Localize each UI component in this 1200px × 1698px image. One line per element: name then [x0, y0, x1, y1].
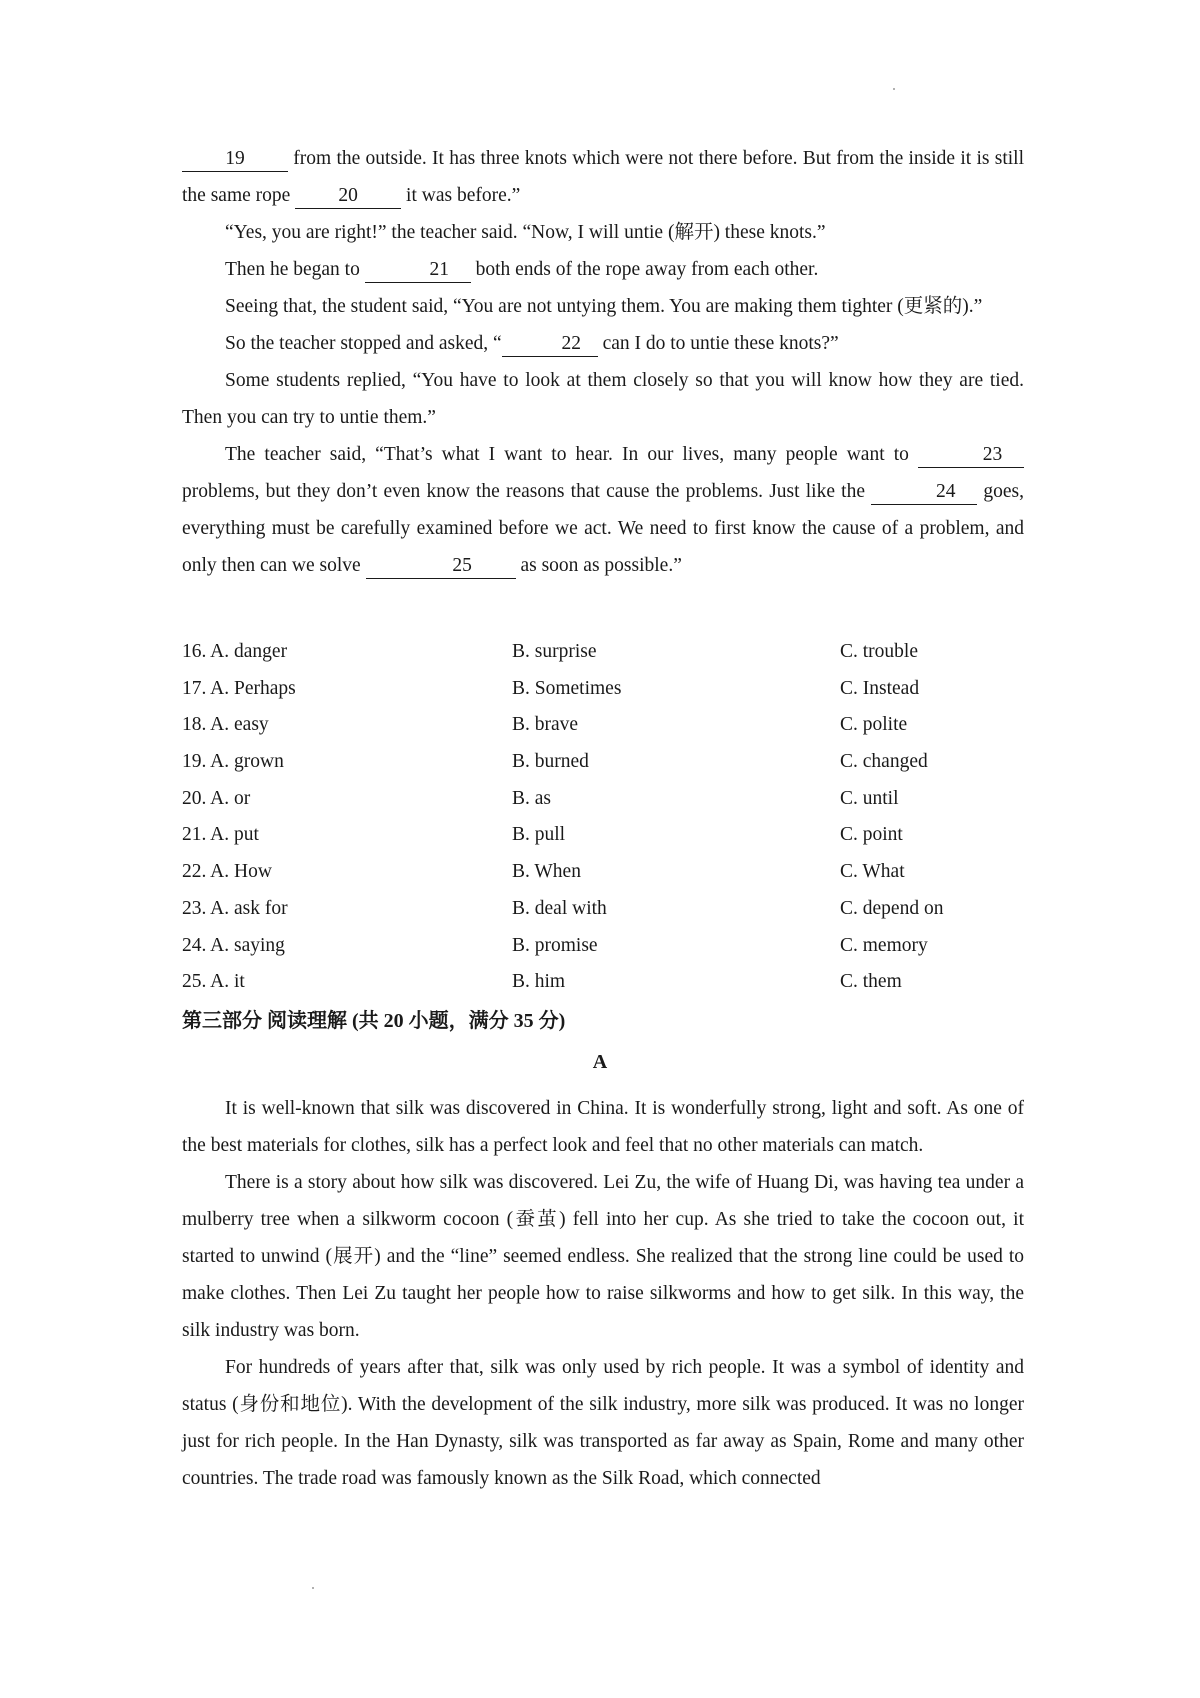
option-c: C. polite: [840, 714, 908, 736]
option-a: 23. A. ask for: [182, 897, 288, 919]
blank-21: 21: [365, 258, 471, 283]
option-b: B. surprise: [512, 641, 597, 662]
blank-22: 22: [502, 332, 598, 357]
option-row: [182, 781, 1024, 818]
option-c: C. memory: [840, 934, 928, 956]
scan-speck: [893, 88, 895, 90]
option-a: 19. A. grown: [182, 751, 284, 773]
option-a: 17. A. Perhaps: [182, 677, 296, 699]
option-c: C. trouble: [840, 641, 918, 662]
option-row: [182, 671, 1024, 708]
passage-paragraph: It is well-known that silk was discovered in China. It is wonderfully strong, light and soft. As one of the best materials for clothes, silk has a perfect look and feel that no other materials can match.: [182, 1098, 1024, 1156]
option-a: 22. A. How: [182, 861, 272, 883]
option-c: C. until: [840, 787, 899, 809]
option-row: [182, 891, 1024, 928]
option-row: [182, 817, 1024, 854]
cloze-paragraph: Then he began to 21 both ends of the rope away from each other.: [182, 251, 1024, 288]
option-b: B. deal with: [512, 897, 607, 919]
option-b: B. as: [512, 787, 551, 809]
passage-paragraph: For hundreds of years after that, silk was only used by rich people. It was a symbol of identity and status (身份和地位). With the development of the silk industry, more silk was produced. It was no longer just for rich people. In the Han Dynasty, silk was transported as far away as Spain, Rome and many other countries. The trade road was famously known as the Silk Road, which connected: [182, 1357, 1024, 1489]
option-b: B. him: [512, 971, 566, 993]
option-b: B. pull: [512, 824, 566, 846]
cloze-paragraph: “Yes, you are right!” the teacher said. “Now, I will untie (解开) these knots.”: [225, 222, 826, 243]
cloze-passage: [182, 140, 1024, 584]
option-row: [182, 964, 1024, 1001]
option-c: C. changed: [840, 751, 928, 773]
option-b: B. promise: [512, 934, 598, 956]
answer-options: [182, 634, 1024, 1001]
option-a: 21. A. put: [182, 824, 259, 846]
option-row: [182, 744, 1024, 781]
passage-paragraph: There is a story about how silk was discovered. Lei Zu, the wife of Huang Di, was having tea under a mulberry tree when a silkworm cocoon (蚕茧) fell into her cup. As she tried to take the cocoon out, it started to unwind (展开) and the “line” seemed endless. She realized that the strong line could be used to make clothes. Then Lei Zu taught her people how to raise silkworms and how to get silk. In this way, the silk industry was born.: [182, 1172, 1024, 1341]
option-b: B. When: [512, 861, 581, 883]
scan-speck: [312, 1587, 314, 1589]
section-heading: 第三部分 阅读理解 (共 20 小题，满分 35 分): [182, 1010, 566, 1032]
blank-19: 19: [182, 147, 288, 172]
option-c: C. depend on: [840, 897, 944, 919]
option-b: B. Sometimes: [512, 677, 622, 699]
option-b: B. burned: [512, 751, 589, 773]
blank-24: 24: [871, 480, 977, 505]
option-a: 20. A. or: [182, 787, 251, 809]
option-a: 16. A. danger: [182, 641, 288, 662]
blank-20: 20: [295, 184, 401, 209]
option-c: C. them: [840, 971, 902, 993]
option-b: B. brave: [512, 714, 579, 736]
blank-25: 25: [366, 554, 516, 579]
option-c: C. point: [840, 824, 903, 846]
cloze-paragraph: Some students replied, “You have to look at them closely so that you will know how they are tied. Then you can try to untie them.”: [182, 370, 1024, 428]
option-row: [182, 854, 1024, 891]
option-c: C. Instead: [840, 677, 920, 699]
passage-title: A: [592, 1051, 608, 1073]
option-row: [182, 707, 1024, 744]
cloze-paragraph: Seeing that, the student said, “You are not untying them. You are making them tighter (更紧的).”: [225, 296, 983, 317]
option-a: 25. A. it: [182, 971, 245, 993]
cloze-paragraph: So the teacher stopped and asked, “ 22 can I do to untie these knots?”: [182, 325, 1024, 362]
option-row: [182, 928, 1024, 965]
cloze-paragraph: The teacher said, “That’s what I want to hear. In our lives, many people want to 23 problems, but they don’t even know the reasons that cause the problems. Just like the 24 goes, everything must be carefully examined before we act. We need to first know the cause of a problem, and only then can we solve 25 as soon as possible.”: [182, 436, 1024, 584]
cloze-paragraph: 19 from the outside. It has three knots which were not there before. But from the inside it is still the same rope 20 it was before.”: [182, 140, 1024, 214]
option-a: 18. A. easy: [182, 714, 269, 736]
reading-passage: [182, 1090, 1024, 1497]
option-row: [182, 634, 1024, 671]
option-a: 24. A. saying: [182, 934, 285, 956]
option-c: C. What: [840, 861, 905, 883]
blank-23: 23: [918, 443, 1024, 468]
